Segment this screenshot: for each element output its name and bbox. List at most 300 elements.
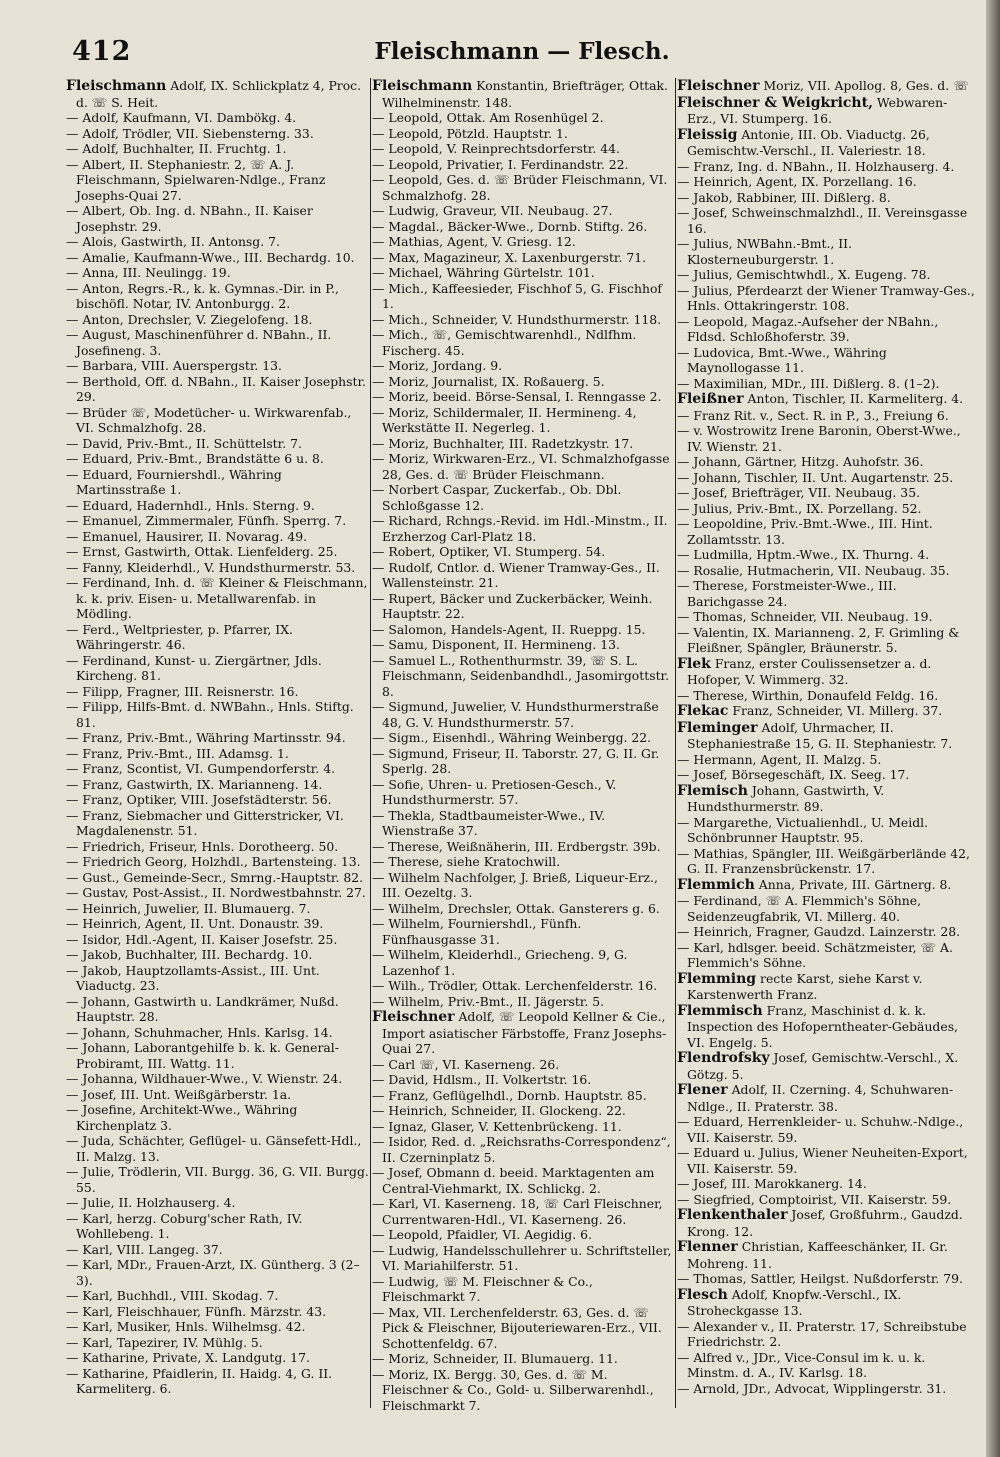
entry-text: Wilhelm, Kleiderhdl., Griecheng. 9, G. Lazenhof 1. [382, 947, 628, 978]
directory-entry [677, 767, 976, 783]
entry-text: Ignaz, Glaser, V. Kettenbrückeng. 11. [388, 1118, 622, 1134]
entry-text: Eduard u. Julius, Wiener Neuheiten-Export, VII. Kaiserstr. 59. [687, 1145, 968, 1176]
entry-text: Franz, Priv.-Bmt., Währing Martinsstr. 94. [82, 730, 346, 745]
ditto-dash: — [372, 730, 385, 745]
entry-text: Thekla, Stadtbaumeister-Wwe., IV. Wienstraße 37. [382, 807, 606, 838]
ditto-dash: — [66, 451, 79, 466]
entry-text: Karl, Tapezirer, IV. Mühlg. 5. [82, 1334, 263, 1350]
entry-text: Wilhelm Nachfolger, J. Brieß, Liqueur-Erz., III. Oezeltg. 3. [382, 869, 658, 900]
entry-text: Josef, Börsegeschäft, IX. Seeg. 17. [693, 767, 910, 782]
ditto-dash: — [372, 544, 385, 559]
entry-text: Johann, Tischler, II. Unt. Augartenstr. 25. [693, 469, 954, 485]
surname: Fleischner [372, 1009, 455, 1025]
directory-entry [677, 1271, 976, 1287]
entry-text: Karl, VIII. Langeg. 37. [82, 1241, 223, 1257]
entry-text: Karl, hdlsger. beeid. Schätzmeister, ☏ A. Flemmich's Söhne. [687, 939, 953, 970]
ditto-dash: — [372, 280, 385, 296]
directory-entry [677, 159, 976, 175]
directory-entry [66, 1288, 370, 1304]
ditto-dash: — [372, 869, 385, 885]
directory-entry [66, 932, 370, 948]
ditto-dash: — [66, 885, 79, 900]
directory-entry [66, 281, 370, 312]
directory-entry [66, 684, 370, 700]
directory-entry [677, 267, 976, 283]
ditto-dash: — [372, 1242, 385, 1258]
directory-entry [372, 141, 674, 157]
entry-text: Adolf, II. Czerning. 4, Schuhwaren-Ndlge., II. Praterstr. 38. [687, 1082, 954, 1114]
entry-text: Fanny, Kleiderhdl., V. Hundsthurmerstr. 53. [82, 559, 356, 575]
entry-text: Albert, II. Stephaniestr. 2, ☏ A. J. Fleischmann, Spielwaren-Ndlge., Franz Josephs-Quai 27. [76, 156, 326, 203]
directory-entry [677, 609, 976, 625]
ditto-dash: — [66, 1350, 79, 1365]
entry-text: Leopold, Magaz.-Aufseher der NBahn., Fldsd. Schloßhoferstr. 39. [687, 313, 939, 344]
directory-entry [372, 405, 674, 436]
surname-entry [677, 783, 976, 815]
directory-entry [372, 436, 674, 452]
entry-text: Mich., Kaffeesieder, Fischhof 5, G. Fischhof 1. [382, 280, 663, 311]
ditto-dash: — [677, 516, 690, 531]
ditto-dash: — [372, 125, 385, 141]
ditto-dash: — [66, 745, 79, 761]
directory-entry [372, 1305, 674, 1352]
directory-entry [66, 575, 370, 622]
directory-entry [66, 746, 370, 762]
directory-entry [677, 547, 976, 563]
surname-entry [677, 877, 976, 894]
entry-text: Franz, Scontist, VI. Gumpendorferstr. 4. [82, 761, 336, 776]
entry-text: Heinrich, Fragner, Gaudzd. Lainzerstr. 28. [693, 924, 961, 939]
entry-text: Albert, Ob. Ing. d. NBahn., II. Kaiser Josephstr. 29. [76, 203, 313, 234]
directory-entry [372, 978, 674, 994]
entry-text: Rosalie, Hutmacherin, VII. Neubaug. 35. [693, 562, 950, 578]
entry-text: Anna, III. Neulingg. 19. [82, 265, 231, 280]
entry-text: Konstantin, Briefträger, Ottak. Wilhelminenstr. 148. [382, 78, 668, 110]
directory-entry [66, 1257, 370, 1288]
surname-entry [66, 78, 370, 110]
ditto-dash: — [372, 513, 385, 528]
directory-entry [677, 578, 976, 609]
entry-text: David, Priv.-Bmt., II. Schüttelstr. 7. [82, 435, 302, 451]
entry-text: Franz, Geflügelhdl., Dornb. Hauptstr. 85. [388, 1087, 647, 1103]
directory-entry [372, 1227, 674, 1243]
ditto-dash: — [66, 141, 79, 156]
entry-text: Norbert Caspar, Zuckerfab., Ob. Dbl. Schloßgasse 12. [382, 482, 622, 513]
directory-entry [66, 947, 370, 963]
directory-entry [677, 236, 976, 267]
directory-entry [372, 901, 674, 917]
entry-text: Mich., ☏, Gemischtwarenhdl., Ndlfhm. Fischerg. 45. [382, 327, 637, 358]
directory-entry [372, 1274, 674, 1305]
entry-text: Amalie, Kaufmann-Wwe., III. Bechardg. 10. [82, 249, 355, 265]
surname-entry [677, 1207, 976, 1239]
entry-text: Ferdinand, Kunst- u. Ziergärtner, Jdls. Kircheng. 81. [76, 652, 322, 683]
directory-entry [66, 203, 370, 234]
ditto-dash: — [677, 1114, 690, 1129]
directory-entry [372, 1057, 674, 1073]
directory-entry [372, 482, 674, 513]
surname-entry [677, 1287, 976, 1319]
entry-text: Isidor, Hdl.-Agent, II. Kaiser Josefstr. 25. [82, 931, 338, 947]
entry-text: Heinrich, Agent, II. Unt. Donaustr. 39. [82, 916, 324, 931]
ditto-dash: — [372, 234, 385, 249]
entry-text: Eduard, Fourniershdl., Währing Martinsstraße 1. [76, 466, 282, 497]
ditto-dash: — [66, 792, 79, 807]
ditto-dash: — [677, 500, 690, 516]
directory-entry [66, 374, 370, 405]
entry-text: Carl ☏, VI. Kaserneng. 26. [388, 1056, 560, 1072]
entry-text: Katharine, Pfaidlerin, II. Haidg. 4, G. II. Karmeliterg. 6. [76, 1365, 333, 1396]
ditto-dash: — [677, 1271, 690, 1286]
surname: Flendrofsky [677, 1050, 770, 1066]
ditto-dash: — [372, 172, 385, 187]
ditto-dash: — [372, 1273, 385, 1289]
entry-text: Anton, Tischler, II. Karmeliterg. 4. [747, 391, 964, 406]
ditto-dash: — [66, 838, 79, 854]
directory-entry [372, 1351, 674, 1367]
directory-entry [372, 544, 674, 560]
directory-entry [66, 839, 370, 855]
entry-text: Hermann, Agent, II. Malzg. 5. [693, 751, 882, 767]
directory-entry [677, 1176, 976, 1192]
directory-entry [677, 1319, 976, 1350]
ditto-dash: — [66, 1086, 79, 1102]
entry-text: Salomon, Handels-Agent, II. Rueppg. 15. [388, 621, 646, 637]
directory-entry [372, 854, 674, 870]
entry-text: Ludwig, Graveur, VII. Neubaug. 27. [388, 203, 613, 218]
directory-entry [372, 1119, 674, 1135]
directory-entry [677, 345, 976, 376]
ditto-dash: — [66, 1071, 79, 1086]
entry-text: Ferd., Weltpriester, p. Pfarrer, IX. Währingerstr. 46. [76, 621, 293, 652]
ditto-dash: — [677, 939, 690, 955]
entry-text: Alois, Gastwirth, II. Antonsg. 7. [82, 234, 280, 249]
ditto-dash: — [66, 916, 79, 931]
directory-entry [677, 625, 976, 656]
entry-text: Jakob, Buchhalter, III. Bechardg. 10. [82, 947, 313, 962]
directory-entry [372, 250, 674, 266]
ditto-dash: — [372, 404, 385, 420]
directory-entry [677, 501, 976, 517]
directory-entry [66, 994, 370, 1025]
ditto-dash: — [372, 1304, 385, 1320]
ditto-dash: — [372, 265, 385, 280]
directory-entry [66, 1040, 370, 1071]
ditto-dash: — [66, 931, 79, 947]
entry-text: Isidor, Red. d. „Reichsraths-Correspondenz“, II. Czerninplatz 5. [382, 1134, 671, 1165]
directory-entry [66, 513, 370, 529]
ditto-dash: — [677, 767, 690, 782]
entry-text: Anton, Drechsler, V. Ziegelofeng. 18. [82, 311, 313, 327]
directory-entry [66, 529, 370, 545]
ditto-dash: — [66, 947, 79, 962]
ditto-dash: — [372, 451, 385, 466]
directory-entry [66, 622, 370, 653]
directory-entry [66, 467, 370, 498]
surname-entry [677, 391, 976, 408]
directory-entry [677, 688, 976, 704]
ditto-dash: — [677, 609, 690, 624]
ditto-dash: — [372, 218, 385, 234]
surname: Flenkenthaler [677, 1207, 788, 1223]
ditto-dash: — [66, 497, 79, 513]
ditto-dash: — [372, 1134, 385, 1149]
entry-text: Barbara, VIII. Auerspergstr. 13. [82, 358, 282, 373]
entry-text: Eduard, Herrenkleider- u. Schuhw.-Ndlge., VII. Kaiserstr. 59. [687, 1114, 964, 1145]
ditto-dash: — [677, 158, 690, 174]
directory-entry [677, 1145, 976, 1176]
ditto-dash: — [66, 652, 79, 668]
ditto-dash: — [372, 745, 385, 761]
ditto-dash: — [66, 1210, 79, 1226]
entry-text: v. Wostrowitz Irene Baronin, Oberst-Wwe., IV. Wienstr. 21. [687, 423, 961, 454]
directory-entry [66, 358, 370, 374]
ditto-dash: — [677, 344, 690, 360]
ditto-dash: — [677, 845, 690, 861]
directory-entry [372, 746, 674, 777]
ditto-dash: — [66, 1040, 79, 1055]
entry-text: Leopoldine, Priv.-Bmt.-Wwe., III. Hint. Zollamtsstr. 13. [687, 516, 933, 547]
ditto-dash: — [372, 1103, 385, 1118]
directory-entry [372, 1103, 674, 1119]
directory-entry [66, 885, 370, 901]
directory-entry [677, 752, 976, 768]
directory-entry [66, 870, 370, 886]
ditto-dash: — [66, 435, 79, 451]
directory-entry [372, 172, 674, 203]
ditto-dash: — [372, 637, 385, 652]
surname: Fleischmann [66, 78, 167, 94]
entry-text: Max, Magazineur, X. Laxenburgerstr. 71. [388, 249, 647, 265]
directory-entry [66, 451, 370, 467]
ditto-dash: — [66, 234, 79, 249]
entry-text: Sigm., Eisenhdl., Währing Weinbergg. 22. [388, 730, 652, 745]
entry-text: August, Maschinenführer d. NBahn., II. Josefineng. 3. [76, 327, 332, 358]
ditto-dash: — [66, 249, 79, 265]
entry-text: Moriz, Jordang. 9. [388, 358, 503, 373]
ditto-dash: — [372, 993, 385, 1009]
directory-entry [372, 451, 674, 482]
entry-text: Brüder ☏, Modetücher- u. Wirkwarenfab., VI. Schmalzhofg. 28. [76, 404, 352, 435]
entry-text: Ludwig, ☏ M. Fleischner & Co., Fleischmarkt 7. [382, 1273, 593, 1304]
entry-text: Emanuel, Hausirer, II. Novarag. 49. [82, 528, 308, 544]
ditto-dash: — [372, 854, 385, 869]
entry-text: Adolf, Uhrmacher, II. Stephaniestraße 15, G. II. Stephaniestr. 7. [687, 719, 953, 751]
directory-entry [66, 653, 370, 684]
entry-text: Therese, Weißnäherin, III. Erdbergstr. 39b. [388, 838, 661, 854]
entry-text: Christian, Kaffeeschänker, II. Gr. Mohreng. 11. [687, 1239, 948, 1271]
surname: Flemmich [677, 876, 755, 893]
entry-text: Sigmund, Juwelier, V. Hundsthurmerstraße 48, G. V. Hundsthurmerstr. 57. [382, 699, 659, 730]
entry-text: Julie, II. Holzhauserg. 4. [82, 1195, 236, 1210]
entry-text: Franz, Maschinist d. k. k. Inspection des Hofoperntheater-Gebäudes, VI. Engelg. 5. [687, 1002, 958, 1050]
surname-entry [677, 703, 976, 720]
ditto-dash: — [677, 485, 690, 500]
entry-text: Sofie, Uhren- u. Pretiosen-Gesch., V. Hundsthurmerstr. 57. [382, 776, 617, 807]
column-divider [675, 78, 676, 1408]
directory-entry [372, 1196, 674, 1227]
entry-text: Antonie, III. Ob. Viaductg. 26, Gemischtw.-Verschl., II. Valeriestr. 18. [687, 126, 930, 158]
entry-text: Karl, herzg. Coburg'scher Rath, IV. Wohllebeng. 1. [76, 1210, 303, 1241]
entry-text: Alexander v., II. Praterstr. 17, Schreibstube Friedrichstr. 2. [687, 1318, 967, 1349]
entry-text: Anna, Private, III. Gärtnerg. 8. [758, 876, 952, 892]
directory-entry [372, 622, 674, 638]
ditto-dash: — [66, 761, 79, 776]
directory-entry [372, 110, 674, 126]
surname-entry [677, 95, 976, 127]
directory-entry [66, 1242, 370, 1258]
entry-text: Moriz, Wirkwaren-Erz., VI. Schmalzhofgasse 28, Ges. d. ☏ Brüder Fleischmann. [382, 451, 670, 482]
ditto-dash: — [372, 110, 385, 125]
entry-text: Josef, Gemischtw.-Verschl., X. Götzg. 5. [687, 1050, 959, 1082]
directory-entry [677, 1192, 976, 1208]
entry-text: Karl, Buchhdl., VIII. Skodag. 7. [82, 1288, 279, 1303]
directory-entry [66, 916, 370, 932]
surname: Fleissig [677, 126, 738, 143]
ditto-dash: — [66, 699, 79, 714]
entry-text: Julie, Trödlerin, VII. Burgg. 36, G. VII. Burgg. 55. [76, 1164, 369, 1195]
ditto-dash: — [66, 358, 79, 373]
directory-entry [677, 314, 976, 345]
directory-entry [677, 940, 976, 971]
ditto-dash: — [66, 373, 79, 389]
directory-entry [677, 454, 976, 470]
ditto-dash: — [677, 189, 690, 205]
directory-entry [372, 234, 674, 250]
page-edge [986, 0, 1000, 1457]
entry-text: Josef, Großfuhrm., Gaudzd. Krong. 12. [687, 1207, 963, 1239]
surname-entry [677, 656, 976, 688]
surname-entry [677, 971, 976, 1003]
directory-entry [372, 219, 674, 235]
ditto-dash: — [372, 559, 385, 575]
directory-entry [677, 1350, 976, 1381]
entry-text: Arnold, JDr., Advocat, Wipplingerstr. 31. [693, 1380, 947, 1396]
entry-text: Franz, Ing. d. NBahn., II. Holzhauserg. 4. [693, 158, 955, 174]
ditto-dash: — [372, 141, 385, 156]
ditto-dash: — [66, 280, 79, 296]
directory-entry [677, 283, 976, 314]
ditto-dash: — [372, 699, 385, 714]
entry-text: Maximilian, MDr., III. Dißlerg. 8. (1–2). [693, 375, 940, 391]
directory-entry [66, 1195, 370, 1211]
ditto-dash: — [372, 916, 385, 931]
ditto-dash: — [372, 838, 385, 854]
entry-text: Moriz, Journalist, IX. Roßauerg. 5. [388, 373, 605, 389]
ditto-dash: — [66, 559, 79, 575]
entry-text: Moriz, Buchhalter, III. Radetzkystr. 17. [388, 435, 634, 451]
ditto-dash: — [372, 978, 385, 993]
running-title: Fleischmann — Flesch. [374, 38, 670, 65]
entry-text: recte Karst, siehe Karst v. Karstenwerth Franz. [687, 970, 923, 1002]
ditto-dash: — [677, 687, 690, 703]
directory-entry [372, 591, 674, 622]
directory-entry [677, 470, 976, 486]
ditto-dash: — [66, 683, 79, 699]
ditto-dash: — [66, 1303, 79, 1319]
directory-entry [372, 560, 674, 591]
entry-text: Leopold, V. Reinprechtsdorferstr. 44. [388, 141, 620, 156]
directory-entry [66, 436, 370, 452]
surname: Flemmisch [677, 1002, 763, 1019]
directory-entry [677, 815, 976, 846]
entry-text: Alfred v., JDr., Vice-Consul im k. u. k. Minstm. d. A., IV. Karlsg. 18. [687, 1349, 926, 1380]
entry-text: Wilhelm, Priv.-Bmt., II. Jägerstr. 5. [388, 993, 605, 1009]
entry-text: Leopold, Privatier, I. Ferdinandstr. 22. [388, 156, 629, 172]
ditto-dash: — [66, 513, 79, 528]
entry-text: Jakob, Hauptzollamts-Assist., III. Unt. Viaductg. 23. [76, 962, 320, 993]
directory-entry [66, 1087, 370, 1103]
directory-entry [677, 190, 976, 206]
ditto-dash: — [66, 776, 79, 792]
ditto-dash: — [66, 327, 79, 342]
directory-entry [372, 126, 674, 142]
ditto-dash: — [677, 1145, 690, 1160]
directory-entry [66, 157, 370, 204]
directory-entry [66, 560, 370, 576]
ditto-dash: — [66, 265, 79, 280]
ditto-dash: — [677, 751, 690, 767]
ditto-dash: — [372, 311, 385, 327]
directory-entry [677, 485, 976, 501]
entry-text: Moriz, beeid. Börse-Sensal, I. Renngasse 2. [388, 389, 662, 404]
entry-text: Gustav, Post-Assist., II. Nordwestbahnstr. 27. [82, 885, 366, 900]
entry-text: Ludwig, Handelsschullehrer u. Schriftsteller, VI. Mariahilferstr. 51. [382, 1242, 672, 1273]
ditto-dash: — [372, 652, 385, 668]
entry-text: Sigmund, Friseur, II. Taborstr. 27, G. II. Gr. Sperlg. 28. [382, 745, 660, 776]
ditto-dash: — [372, 203, 385, 218]
directory-entry [66, 498, 370, 514]
directory-entry [66, 1304, 370, 1320]
entry-text: Friedrich, Friseur, Hnls. Dorotheerg. 50. [82, 838, 339, 854]
ditto-dash: — [372, 1072, 385, 1087]
directory-entry [66, 544, 370, 560]
directory-entry [66, 699, 370, 730]
entry-text: Therese, Forstmeister-Wwe., III. Barichgasse 24. [687, 578, 897, 609]
entry-text: Robert, Optiker, VI. Stumperg. 54. [388, 544, 606, 559]
ditto-dash: — [372, 947, 385, 962]
ditto-dash: — [372, 327, 385, 342]
ditto-dash: — [677, 547, 690, 562]
entry-text: Moriz, Schildermaler, II. Hermineng. 4, Werkstätte II. Negerleg. 1. [382, 404, 637, 435]
ditto-dash: — [372, 373, 385, 389]
directory-entry [677, 408, 976, 424]
surname: Flemisch [677, 782, 748, 799]
directory-entry [677, 1381, 976, 1397]
entry-text: Johanna, Wildhauer-Wwe., V. Wienstr. 24. [82, 1071, 343, 1086]
entry-text: Max, VII. Lerchenfelderstr. 63, Ges. d. ☏ Pick & Fleischner, Bijouteriewaren-Erz., VII. Schottenfeldg. 67. [382, 1304, 662, 1351]
entry-text: Katharine, Private, X. Landgutg. 17. [82, 1350, 310, 1365]
entry-text: Eduard, Hadernhdl., Hnls. Sterng. 9. [82, 497, 315, 513]
entry-text: Franz, Optiker, VIII. Josefstädterstr. 56. [82, 792, 332, 807]
directory-entry [66, 265, 370, 281]
ditto-dash: — [677, 893, 690, 908]
surname: Flenner [677, 1239, 738, 1255]
entry-text: Josef, Obmann d. beeid. Marktagenten am Central-Viehmarkt, IX. Schlickg. 2. [382, 1165, 655, 1196]
directory-entry [66, 405, 370, 436]
ditto-dash: — [677, 205, 690, 220]
ditto-dash: — [66, 203, 79, 218]
directory-entry [372, 157, 674, 173]
directory-entry [372, 358, 674, 374]
entry-text: Michael, Währing Gürtelstr. 101. [388, 265, 595, 280]
entry-text: Wilhelm, Fourniershdl., Fünfh. Fünfhausgasse 31. [382, 916, 582, 947]
directory-entry [66, 1164, 370, 1195]
entry-text: Adolf, Buchhalter, II. Fruchtg. 1. [82, 141, 287, 156]
ditto-dash: — [372, 389, 385, 404]
ditto-dash: — [372, 1056, 385, 1072]
directory-entry [66, 792, 370, 808]
